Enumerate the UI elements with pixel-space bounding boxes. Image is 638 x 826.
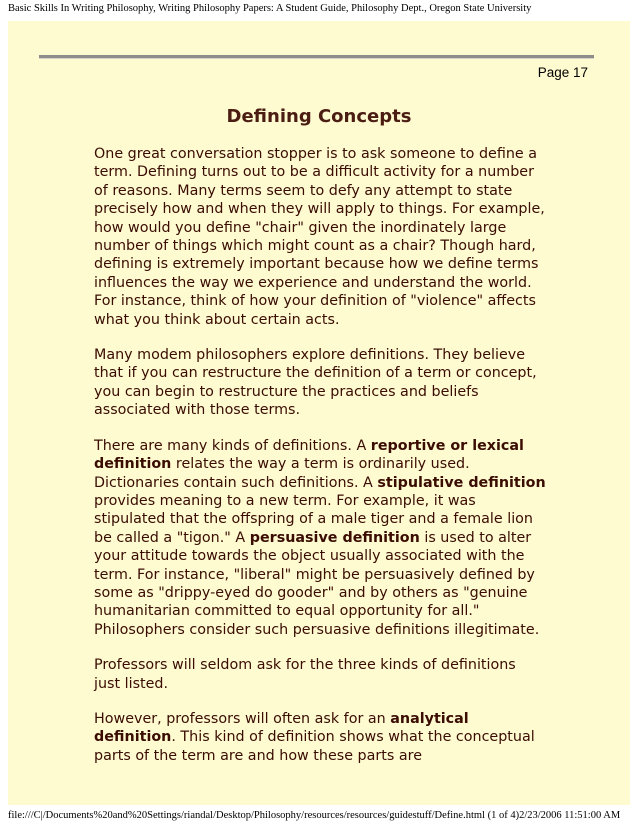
term-stipulative: stipulative definition	[377, 474, 546, 491]
paragraph-5-text: . This kind of definition shows what the conceptual parts of the term are and how these parts are	[94, 729, 535, 764]
paragraph-5	[94, 710, 546, 765]
paragraph-5-text: However, professors will often ask for an	[94, 710, 391, 727]
paragraph-1: One great conversation stopper is to ask someone to define a term. Defining turns out to be a difficult activity for a number of reasons. Many terms seem to defy any attempt to state precisely how and when they will apply to things. For example, how would you define "chair" given the inordinately large number of things which might count as a chair? Though hard, defining is extremely important because how we define terms influences the way we experience and understand the world. For instance, think of how your definition of "violence" affects what you think about certain acts.	[94, 146, 545, 328]
term-persuasive: persuasive definition	[249, 529, 420, 546]
header-rule	[39, 55, 594, 59]
paragraph-3-text: provides meaning to a new term. For example, it was stipulated that the offspring of a male tiger and a female lion be called a "tigon." A	[94, 492, 533, 546]
page-title: Defining Concepts	[226, 106, 412, 127]
paragraph-3-text: relates the way a term is ordinarily used. Dictionaries contain such definitions. A	[94, 456, 470, 491]
paragraph-3-text: There are many kinds of definitions. A	[94, 437, 371, 454]
paragraph-3	[94, 437, 546, 639]
paragraph-2: Many modem philosophers explore definitions. They believe that if you can restructure the definition of a term or concept, you can begin to restructure the practices and beliefs associated with those terms.	[94, 347, 537, 419]
paragraph-4: Professors will seldom ask for the three kinds of definitions just listed.	[94, 657, 516, 692]
page-number: Page 17	[537, 65, 588, 80]
print-footer: file:///C|/Documents%20and%20Settings/riandal/Desktop/Philosophy/resources/resources/guidestuff/Define.html (1 of 4)2/23/2006 11:51:00 AM	[8, 810, 621, 821]
print-header: Basic Skills In Writing Philosophy, Writing Philosophy Papers: A Student Guide, Philosophy Dept., Oregon State University	[8, 3, 532, 14]
term-analytical: analytical definition	[94, 710, 469, 746]
document-page	[8, 21, 630, 805]
body-text	[94, 145, 546, 782]
paragraph-3-text: is used to alter your attitude towards the object usually associated with the term. For instance, "liberal" might be persuasively defined by some as "drippy-eyed do gooder" and by others as "genuine humanitarian committed to equal opportunity for all." Philosophers consider such persuasive definitions illegitimate.	[94, 529, 540, 638]
term-reportive-lexical: reportive or lexical definition	[94, 437, 524, 473]
